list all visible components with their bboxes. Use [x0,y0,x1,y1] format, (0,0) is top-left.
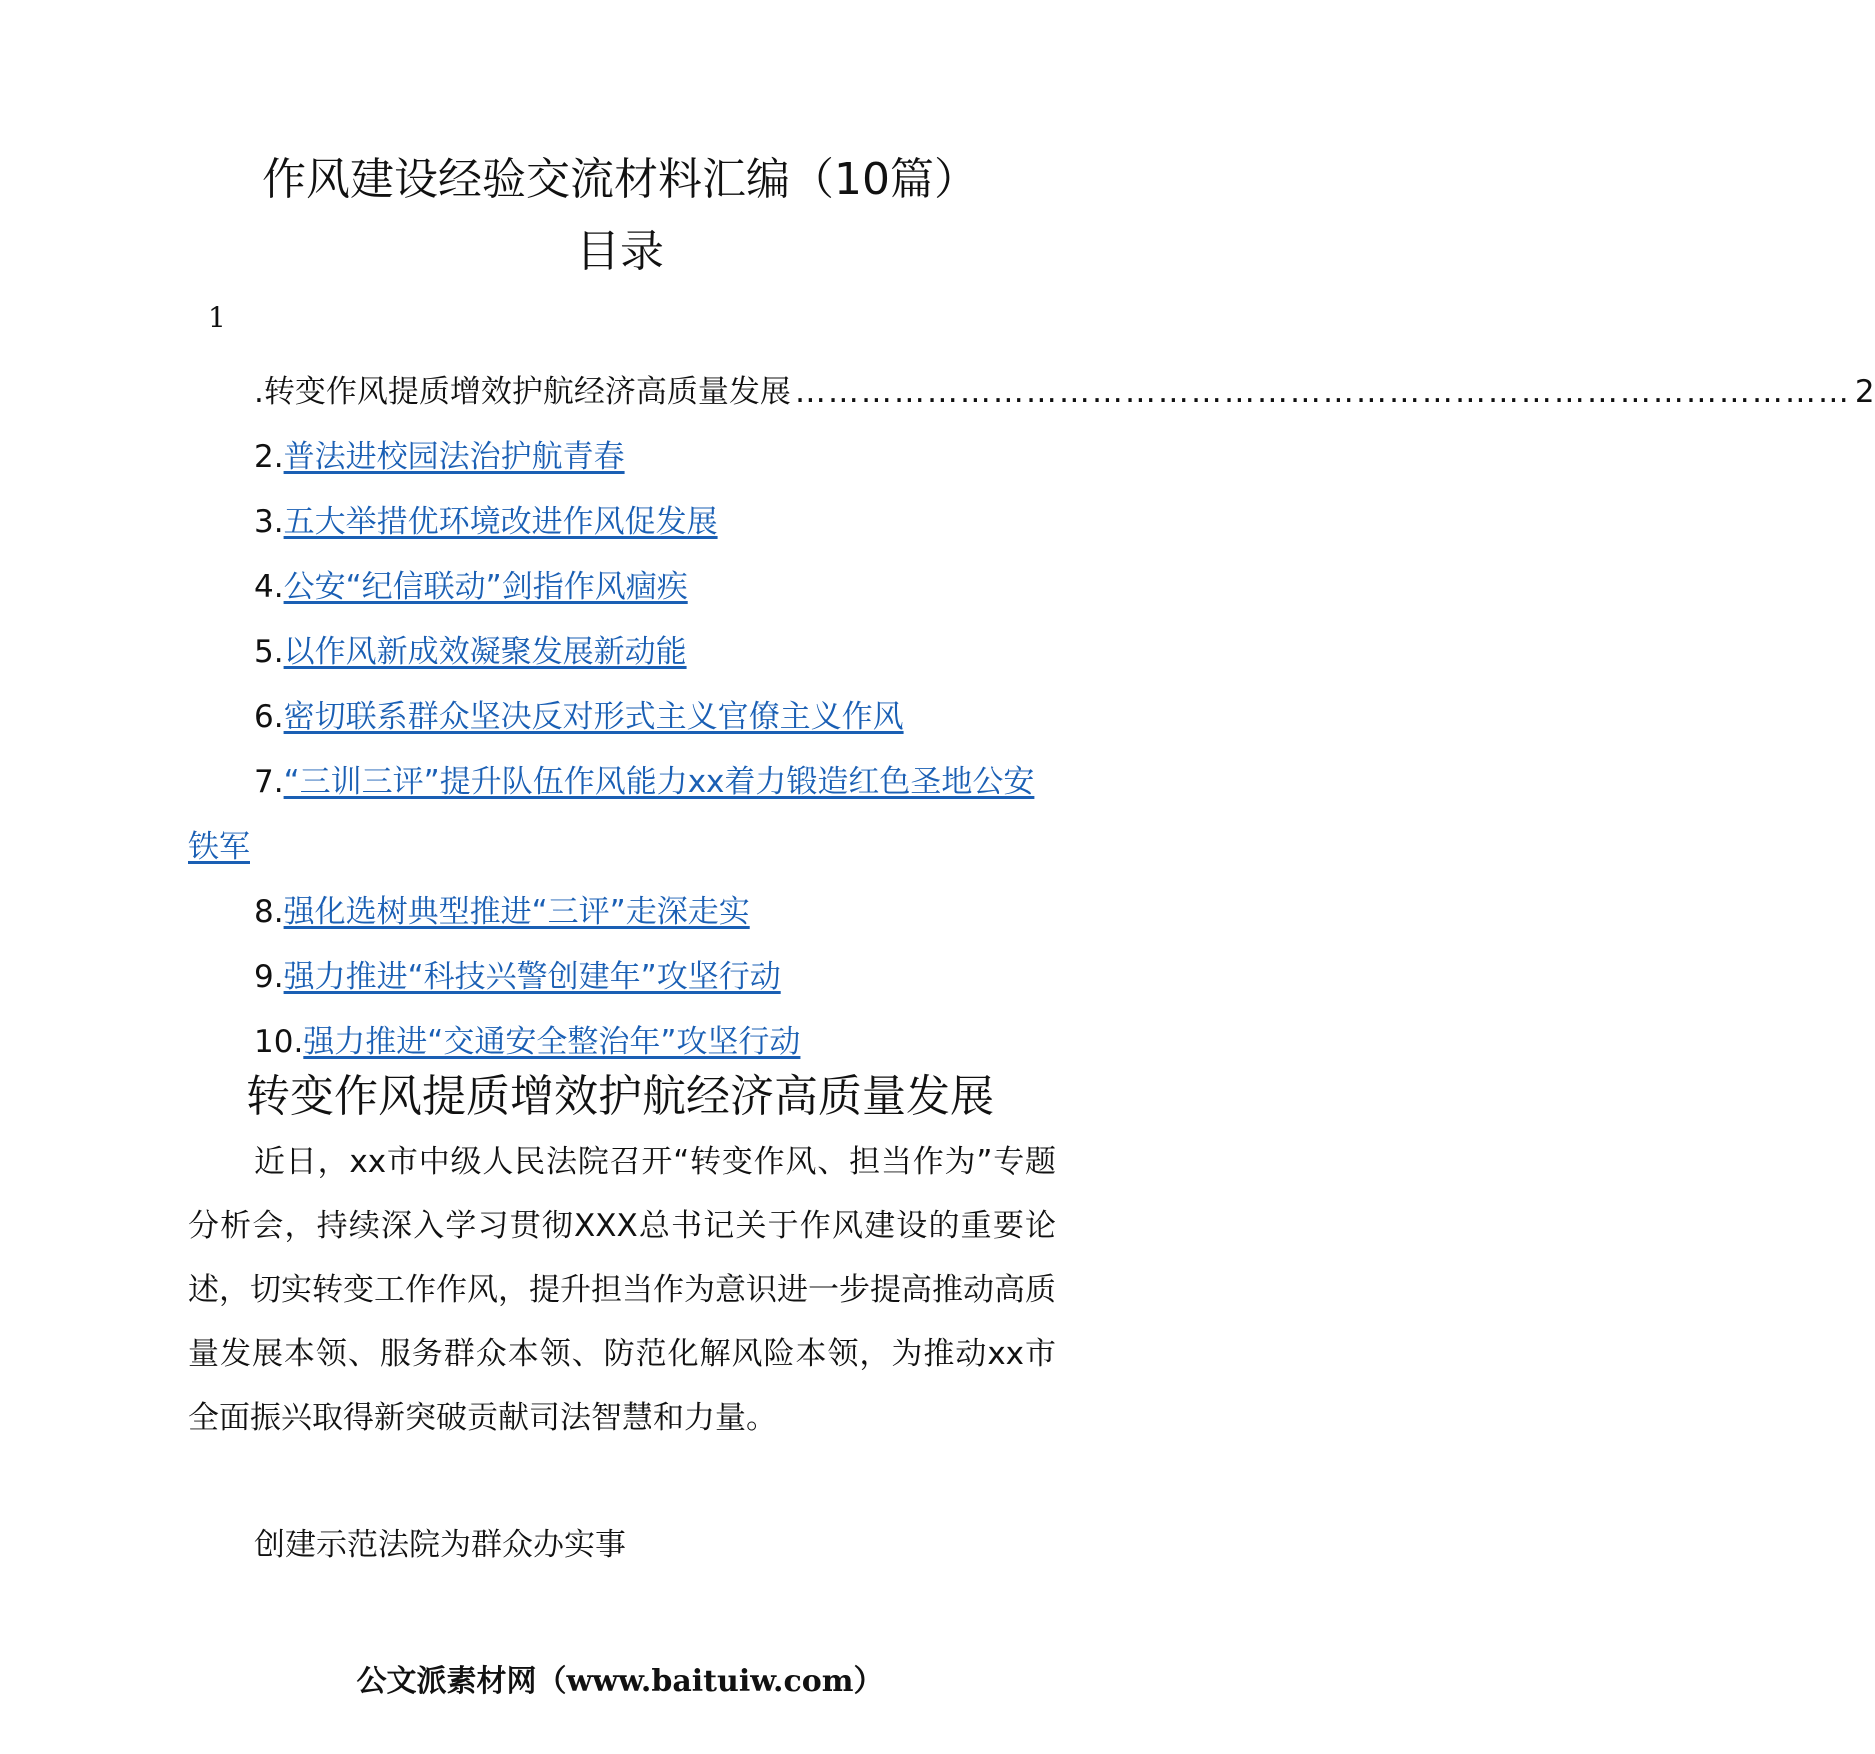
toc-item-4 [188,555,1058,620]
toc-number: 8. [254,894,284,930]
article-subheading: 创建示范法院为群众办实事 [254,1527,626,1563]
toc-item-3 [188,490,1058,555]
toc-link[interactable]: 密切联系群众坚决反对形式主义官僚主义作风 [283,699,904,735]
toc-link[interactable]: 强力推进“科技兴警创建年”攻坚行动 [283,959,781,995]
toc-item-2 [188,425,1058,490]
toc-item-6 [188,685,1058,750]
page-number: 1 [208,301,226,334]
toc-link[interactable]: 强力推进“交通安全整治年”攻坚行动 [303,1024,801,1060]
toc-item-7 [188,750,1058,880]
article-paragraph: 近日，xx市中级人民法院召开“转变作风、担当作为”专题分析会，持续深入学习贯彻XXX总书记关于作风建设的重要论述，切实转变工作作风，提升担当作为意识进一步提高推动高质量发展本领、服务群众本领、防范化解风险本领，为推动xx市全面振兴取得新突破贡献司法智慧和力量。 [188,1144,1056,1436]
toc-link[interactable]: 普法进校园法治护航青春 [283,439,625,475]
article-title: 转变作风提质增效护航经济高质量发展 [246,1071,994,1122]
toc-heading: 目录 [576,226,664,277]
toc-number: 7. [254,764,284,800]
toc-number: 3. [254,504,284,540]
toc-link[interactable]: “三训三评”提升队伍作风能力xx着力锻造红色圣地公安铁军 [188,764,1035,865]
toc-number: 2. [254,439,284,475]
toc-leader-dots: …………………………………………………………………………………… [794,374,1851,410]
toc-page-number: 2 [1854,374,1875,410]
toc-item-1 [188,360,1875,425]
toc-number: 4. [254,569,284,605]
toc-item-8 [188,880,1058,945]
toc-item-5 [188,620,1058,685]
toc-link[interactable]: 以作风新成效凝聚发展新动能 [283,634,687,670]
toc-item-9 [188,945,1058,1010]
toc-number: 10. [254,1024,304,1060]
toc-link[interactable]: 强化选树典型推进“三评”走深走实 [283,894,750,930]
toc-number: 5. [254,634,284,670]
toc-number: 6. [254,699,284,735]
toc-link[interactable]: 公安“纪信联动”剑指作风痼疾 [283,569,688,605]
toc-link[interactable]: 五大举措优环境改进作风促发展 [283,504,718,540]
toc-number: . [254,374,264,410]
footer-watermark: 公文派素材网（www.baituiw.com） [356,1664,884,1699]
table-of-contents [188,360,1875,1075]
toc-label: 转变作风提质增效护航经济高质量发展 [263,374,791,410]
toc-number: 9. [254,959,284,995]
document-title: 作风建设经验交流材料汇编（10篇） [262,154,978,205]
